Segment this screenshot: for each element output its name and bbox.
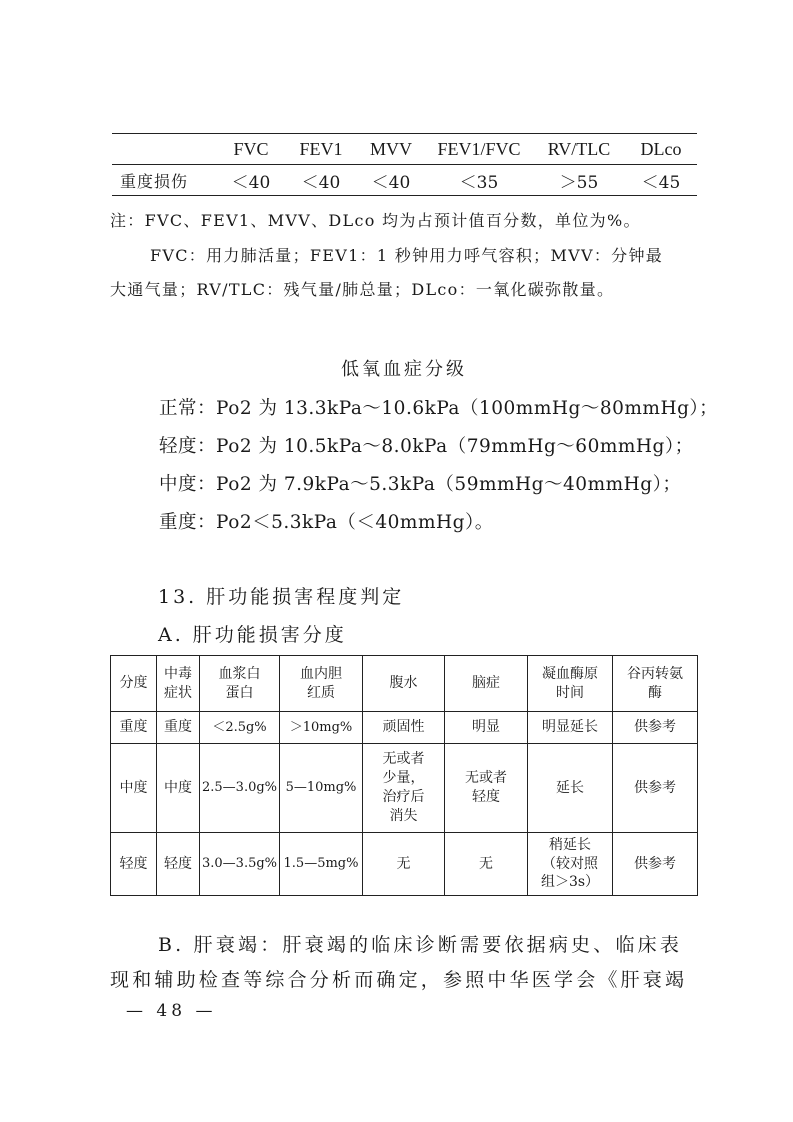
lung-table-header-row: [112, 134, 697, 165]
lung-cell: ＜35: [459, 172, 499, 193]
lung-cell: ＜40: [371, 172, 411, 193]
liver-cell: 重度: [111, 712, 157, 744]
abbreviation-note: FVC：用力肺活量；FEV1：1 秒钟用力呼气容积；MVV：分钟最: [150, 246, 664, 265]
liver-cell: 无或者轻度: [445, 744, 528, 833]
liver-cell: 顽固性: [363, 712, 445, 744]
lung-cell: ＜40: [231, 172, 271, 193]
liver-table-row: [111, 712, 698, 744]
section-13-title: 13. 肝功能损害程度判定: [158, 586, 405, 608]
lung-header-cell: DLco: [625, 134, 697, 165]
table-note: 注：FVC、FEV1、MVV、DLco 均为占预计值百分数，单位为%。: [110, 211, 641, 230]
hypoxemia-line-moderate: 中度：Po2 为 7.9kPa～5.3kPa（59mmHg～40mmHg）；: [159, 474, 682, 495]
liver-cell: 无或者少量，治疗后消失: [363, 744, 445, 833]
liver-function-table: [110, 655, 698, 896]
lung-header-cell: FVC: [217, 134, 285, 165]
liver-cell: 轻度: [157, 833, 200, 896]
liver-cell: 无: [363, 833, 445, 896]
hypoxemia-line-mild: 轻度：Po2 为 10.5kPa～8.0kPa（79mmHg～60mmHg）；: [159, 436, 694, 457]
liver-header-cell: 谷丙转氨酶: [613, 656, 698, 712]
lung-header-cell: FEV1/FVC: [425, 134, 533, 165]
hypoxemia-line-severe: 重度：Po2＜5.3kPa（＜40mmHg）。: [159, 512, 494, 533]
liver-cell: ＞10mg%: [280, 712, 363, 744]
lung-row-label: 重度损伤: [120, 171, 189, 191]
liver-cell: 明显: [445, 712, 528, 744]
liver-cell: 无: [445, 833, 528, 896]
liver-cell: 供参考: [613, 744, 698, 833]
liver-cell: 1.5—5mg%: [280, 833, 363, 896]
section-13a-title: A. 肝功能损害分度: [158, 624, 347, 646]
liver-header-cell: 血浆白蛋白: [200, 656, 280, 712]
liver-cell: 供参考: [613, 712, 698, 744]
paragraph-b-line1: B. 肝衰竭：肝衰竭的临床诊断需要依据病史、临床表: [158, 934, 683, 956]
lung-cell: ＜45: [641, 172, 681, 193]
liver-cell: 2.5—3.0g%: [200, 744, 280, 833]
liver-cell: 轻度: [111, 833, 157, 896]
liver-table-row: [111, 833, 698, 896]
liver-table-row: [111, 744, 698, 833]
liver-cell: 5—10mg%: [280, 744, 363, 833]
page-number: — 48 —: [126, 1001, 217, 1021]
liver-cell: 供参考: [613, 833, 698, 896]
lung-header-cell: MVV: [357, 134, 425, 165]
lung-header-cell: FEV1: [285, 134, 357, 165]
lung-header-cell: [112, 134, 217, 165]
lung-table-row: [112, 165, 697, 196]
liver-cell: 延长: [528, 744, 613, 833]
lung-function-table: [112, 133, 697, 196]
liver-header-cell: 凝血酶原时间: [528, 656, 613, 712]
liver-cell: ＜2.5g%: [200, 712, 280, 744]
liver-cell: 中度: [111, 744, 157, 833]
liver-cell: 明显延长: [528, 712, 613, 744]
abbreviation-note-cont: 大通气量；RV/TLC：残气量/肺总量；DLco：一氧化碳弥散量。: [110, 280, 615, 299]
liver-table-header-row: [111, 656, 698, 712]
paragraph-b-line2: 现和辅助检查等综合分析而确定，参照中华医学会《肝衰竭: [110, 969, 688, 991]
liver-header-cell: 中毒症状: [157, 656, 200, 712]
liver-header-cell: 血内胆红质: [280, 656, 363, 712]
liver-cell: 稍延长（较对照组＞3s）: [528, 833, 613, 896]
lung-cell: ＞55: [559, 172, 599, 193]
hypoxemia-line-normal: 正常：Po2 为 13.3kPa～10.6kPa（100mmHg～80mmHg）；: [159, 398, 719, 419]
liver-header-cell: 分度: [111, 656, 157, 712]
hypoxemia-title: 低氧血症分级: [341, 359, 467, 380]
liver-cell: 中度: [157, 744, 200, 833]
liver-header-cell: 脑症: [445, 656, 528, 712]
liver-cell: 重度: [157, 712, 200, 744]
lung-header-cell: RV/TLC: [533, 134, 625, 165]
lung-cell: ＜40: [301, 172, 341, 193]
liver-cell: 3.0—3.5g%: [200, 833, 280, 896]
liver-header-cell: 腹水: [363, 656, 445, 712]
